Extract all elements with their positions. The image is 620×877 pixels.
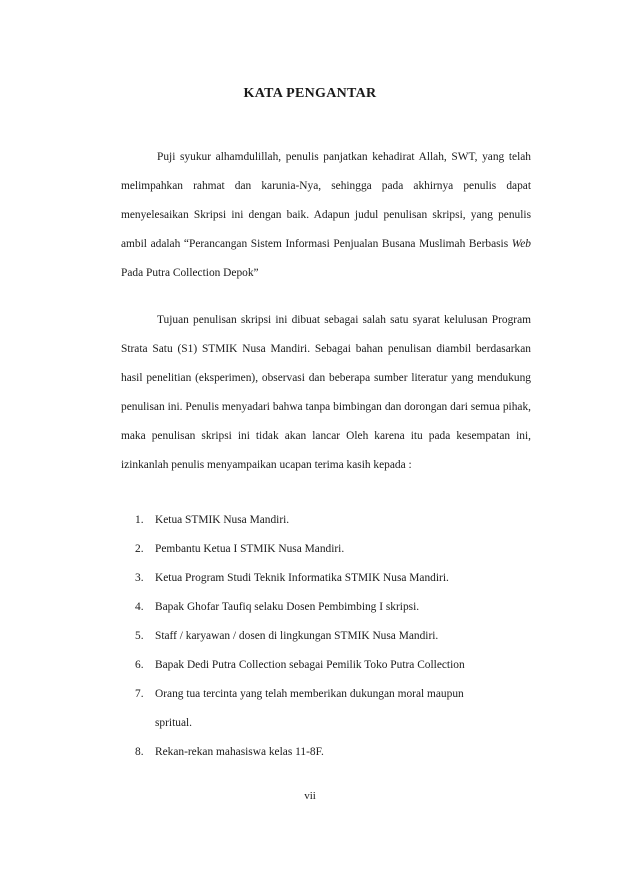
paragraph-purpose-text: Tujuan penulisan skripsi ini dibuat sebagai salah satu syarat kelulusan Program Strata Satu (S1) STMIK Nusa Mandiri. Sebagai bahan penulisan diambil berdasarkan hasil penelitian (eksperimen), observasi dan beberapa sumber literatur yang mendukung penulisan ini. Penulis menyadari bahwa tanpa bimbingan dan dorongan dari semua pihak, maka penulisan skripsi ini tidak akan lancar Oleh karena itu pada kesempatan ini, izinkanlah penulis menyampaikan ucapan terima kasih kepada : [121,314,531,471]
paragraph-purpose [121,306,531,480]
paragraph-intro-end: Pada Putra Collection Depok” [121,267,259,279]
web-italic: Web [511,238,531,250]
page-number: vii [304,790,316,802]
list-item: 7. Orang tua tercinta yang telah memberikan dukungan moral maupun spritual. [135,688,464,729]
list-item: 5. Staff / karyawan / dosen di lingkungan STMIK Nusa Mandiri. [135,630,439,642]
list-item: 1. Ketua STMIK Nusa Mandiri. [135,514,290,526]
page-title: KATA PENGANTAR [243,86,377,101]
acknowledgement-list [121,506,541,767]
list-item: 2. Pembantu Ketua I STMIK Nusa Mandiri. [135,543,345,555]
list-item: 3. Ketua Program Studi Teknik Informatika STMIK Nusa Mandiri. [135,572,449,584]
list-item: 6. Bapak Dedi Putra Collection sebagai Pemilik Toko Putra Collection [135,659,465,671]
list-item: 8. Rekan-rekan mahasiswa kelas 11-8F. [135,746,324,758]
paragraph-intro-text: Puji syukur alhamdulillah, penulis panjatkan kehadirat Allah, SWT, yang telah melimpahkan rahmat dan karunia-Nya, sehingga pada akhirnya penulis dapat menyelesaikan Skripsi ini dengan baik. Adapun judul penulisan skripsi, yang penulis ambil adalah “Perancangan Sistem Informasi Penjualan Busana Muslimah Berbasis [121,151,531,250]
paragraph-intro [121,143,531,288]
list-item: 4. Bapak Ghofar Taufiq selaku Dosen Pembimbing I skripsi. [135,601,420,613]
